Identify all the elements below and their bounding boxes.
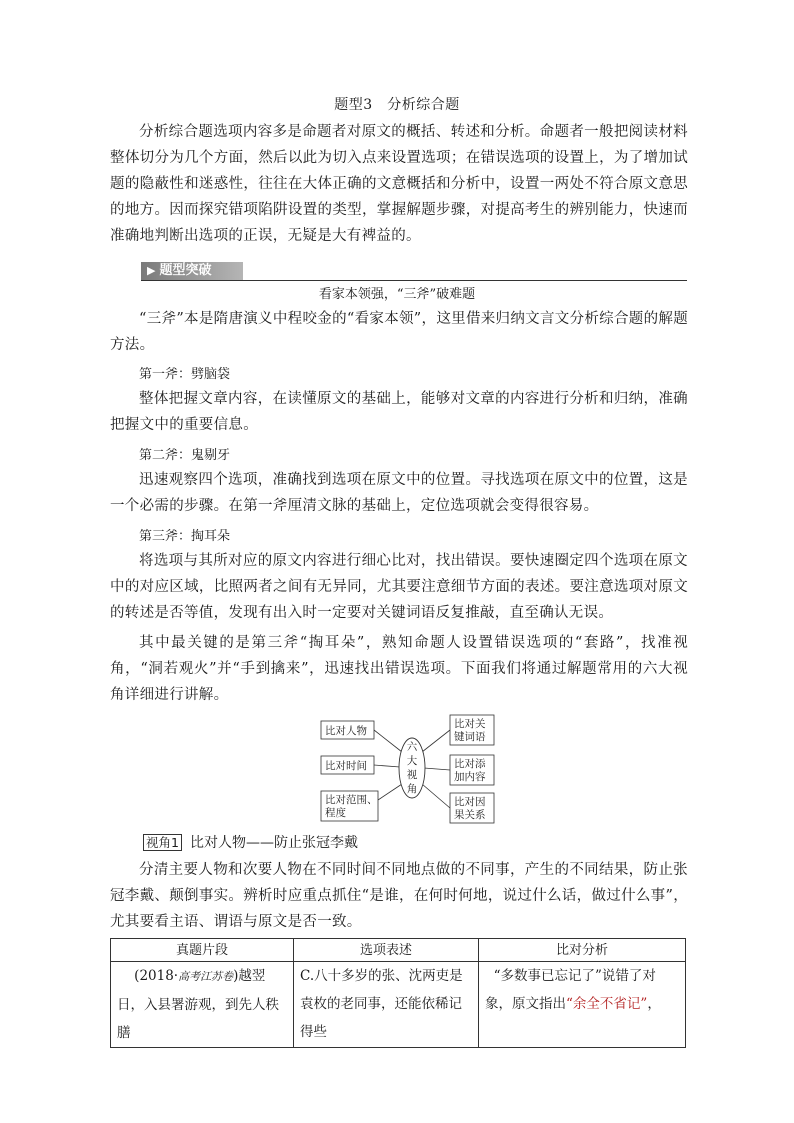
step-1-text: 整体把握文章内容，在读懂原文的基础上，能够对文章的内容进行分析和归纳，准确把握文中的重要信息。 <box>110 391 688 433</box>
diagram-label-added-1: 比对添 <box>454 758 486 770</box>
table-header-source: 真题片段 <box>111 939 294 962</box>
table-cell-option: C.八十多岁的张、沈两吏是袁枚的老同事，还能依稀记得些 <box>294 962 479 1048</box>
page-title: 题型3 分析综合题 <box>334 97 460 113</box>
diagram-label-cause-1: 比对因 <box>454 796 486 808</box>
step-3-label: 第三斧：掏耳朵 <box>139 529 231 544</box>
view-1-tag: 视角1 <box>143 834 182 851</box>
comparison-table <box>110 938 686 1048</box>
diagram-label-keywords-1: 比对关 <box>454 718 486 730</box>
step-1-label: 第一斧：劈脑袋 <box>139 367 231 382</box>
table-row <box>111 962 686 1048</box>
analysis-tail: ， <box>647 996 661 1012</box>
table-header-row <box>111 939 686 962</box>
view-1-heading <box>143 832 358 852</box>
sanfu-paragraph: “三斧”本是隋唐演义中程咬金的“看家本领”，这里借来归纳文言文分析综合题的解题方法。 <box>110 311 688 353</box>
source-year: (2018· <box>134 968 179 984</box>
table-header-analysis: 比对分析 <box>479 939 686 962</box>
source-text: )越翌日，入县署游观，到先人秩膳 <box>117 968 279 1041</box>
analysis-text: “多数事已忘记了”说错了对象，原文指出 <box>485 968 656 1012</box>
diagram-label-person: 比对人物 <box>325 725 367 737</box>
analysis-quote: “余全不省记” <box>566 996 648 1012</box>
diagram-label-scope-1: 比对范围、 <box>325 794 378 806</box>
section-divider <box>141 280 687 281</box>
six-perspectives-diagram <box>318 712 498 824</box>
diagram-center-char-1: 六 <box>406 741 418 753</box>
diagram-label-added-2: 加内容 <box>454 771 486 783</box>
step-2-text: 迅速观察四个选项，准确找到选项在原文中的位置。寻找选项在原文中的位置，这是一个必需的步骤。在第一斧厘清文脉的基础上，定位选项就会变得很容易。 <box>110 472 688 514</box>
arrow-right-icon: ▶ <box>147 264 156 277</box>
table-cell-source <box>111 962 294 1048</box>
step-3-text: 将选项与其所对应的原文内容进行细心比对，找出错误。要快速圈定四个选项在原文中的对应区域，比照两者之间有无异同，尤其要注意细节方面的表述。要注意选项对原文的转述是否等值，发现有出入时一定要对关键词语反复推敲，直至确认无误。 <box>110 553 688 621</box>
diagram-label-cause-2: 果关系 <box>454 809 486 821</box>
diagram-label-time: 比对时间 <box>325 760 367 772</box>
diagram-center-char-4: 角 <box>406 783 418 795</box>
source-note: 高考江苏卷 <box>178 970 234 983</box>
subheading: 看家本领强，“三斧”破难题 <box>318 287 476 302</box>
section-banner-label: 题型突破 <box>159 263 212 278</box>
table-header-option: 选项表述 <box>294 939 479 962</box>
table-cell-analysis <box>479 962 686 1048</box>
diagram-center-char-2: 大 <box>406 755 418 767</box>
key-paragraph: 其中最关键的是第三斧“掏耳朵”，熟知命题人设置错误选项的“套路”，找准视角，“洞若观火”并“手到擒来”，迅速找出错误选项。下面我们将通过解题常用的六大视角详细进行讲解。 <box>110 635 688 703</box>
section-banner <box>141 262 243 280</box>
diagram-label-keywords-2: 键词语 <box>454 731 486 743</box>
diagram-label-scope-2: 程度 <box>325 807 346 819</box>
diagram-center-char-3: 视 <box>406 769 418 781</box>
intro-paragraph: 分析综合题选项内容多是命题者对原文的概括、转述和分析。命题者一般把阅读材料整体切分为几个方面，然后以此为切入点来设置选项；在错误选项的设置上，为了增加试题的隐蔽性和迷惑性，往往在大体正确的文意概括和分析中，设置一两处不符合原文意思的地方。因而探究错项陷阱设置的类型，掌握解题步骤，对提高考生的辨别能力，快速而准确地判断出选项的正误，无疑是大有裨益的。 <box>110 124 688 244</box>
step-2-label: 第二斧：鬼剔牙 <box>139 448 231 463</box>
view-1-paragraph: 分清主要人物和次要人物在不同时间不同地点做的不同事，产生的不同结果，防止张冠李戴、颠倒事实。辨析时应重点抓住“是谁，在何时何地，说过什么话，做过什么事”，尤其要看主语、谓语与原文是否一致。 <box>110 862 688 930</box>
view-1-title: 比对人物——防止张冠李戴 <box>189 835 358 851</box>
